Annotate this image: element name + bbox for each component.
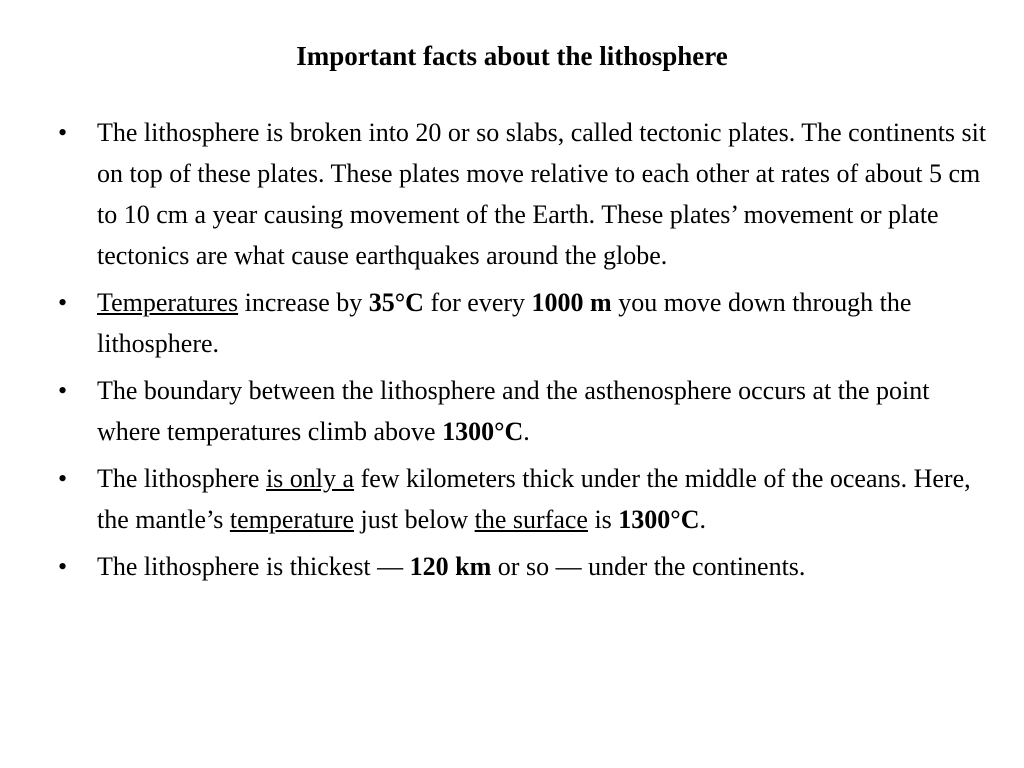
bullet-item-boundary	[58, 370, 988, 452]
bullet-text: increase by	[238, 288, 369, 317]
depth-interval-value: 1000 m	[531, 288, 612, 317]
slide-title: Important facts about the lithosphere	[296, 41, 728, 71]
bullet-text: The boundary between the lithosphere and the asthenosphere occurs at the point where temperatures climb above	[97, 376, 930, 446]
bullet-item-continent-thickness	[58, 546, 988, 587]
bullet-icon: •	[58, 552, 68, 581]
underlined-phrase: temperature	[229, 505, 355, 534]
bullet-list	[58, 112, 988, 593]
bullet-item-temperature-gradient	[58, 282, 988, 364]
underlined-phrase: is only a	[265, 464, 355, 493]
bullet-text: The lithosphere is thickest —	[97, 552, 410, 581]
bullet-text: just below	[354, 505, 475, 534]
bullet-icon: •	[58, 376, 68, 405]
bullet-item-plates	[58, 112, 988, 276]
bullet-text: or so — under the continents.	[491, 552, 806, 581]
bullet-text: few kilometers thick under the middle of the oceans. Here, the mantle’s	[97, 464, 971, 534]
temperature-increase-value: 35°C	[368, 288, 424, 317]
bullet-text: is	[587, 505, 619, 534]
bullet-icon: •	[58, 288, 68, 317]
bullet-text: you move down through the lithosphere.	[97, 288, 912, 358]
bullet-text: for every	[423, 288, 532, 317]
bullet-icon: •	[58, 118, 68, 147]
bullet-text: .	[523, 417, 530, 446]
bullet-icon: •	[58, 464, 68, 493]
temperatures-term: Temperatures	[97, 288, 239, 317]
boundary-temperature-value: 1300°C	[442, 417, 524, 446]
mantle-temperature-value: 1300°C	[618, 505, 700, 534]
bullet-text: .	[699, 505, 706, 534]
bullet-item-ocean-thickness	[58, 458, 988, 540]
underlined-phrase: the surface	[474, 505, 588, 534]
bullet-text: The lithosphere is broken into 20 or so slabs, called tectonic plates. The continents sit on top of these plates. These plates move relative to each other at rates of about 5 cm to 10 cm a year causing movement of the Earth. These plates’ movement or plate tectonics are what cause earthquakes around the globe.	[97, 118, 987, 270]
bullet-text: The lithosphere	[97, 464, 266, 493]
thickness-value: 120 km	[409, 552, 492, 581]
